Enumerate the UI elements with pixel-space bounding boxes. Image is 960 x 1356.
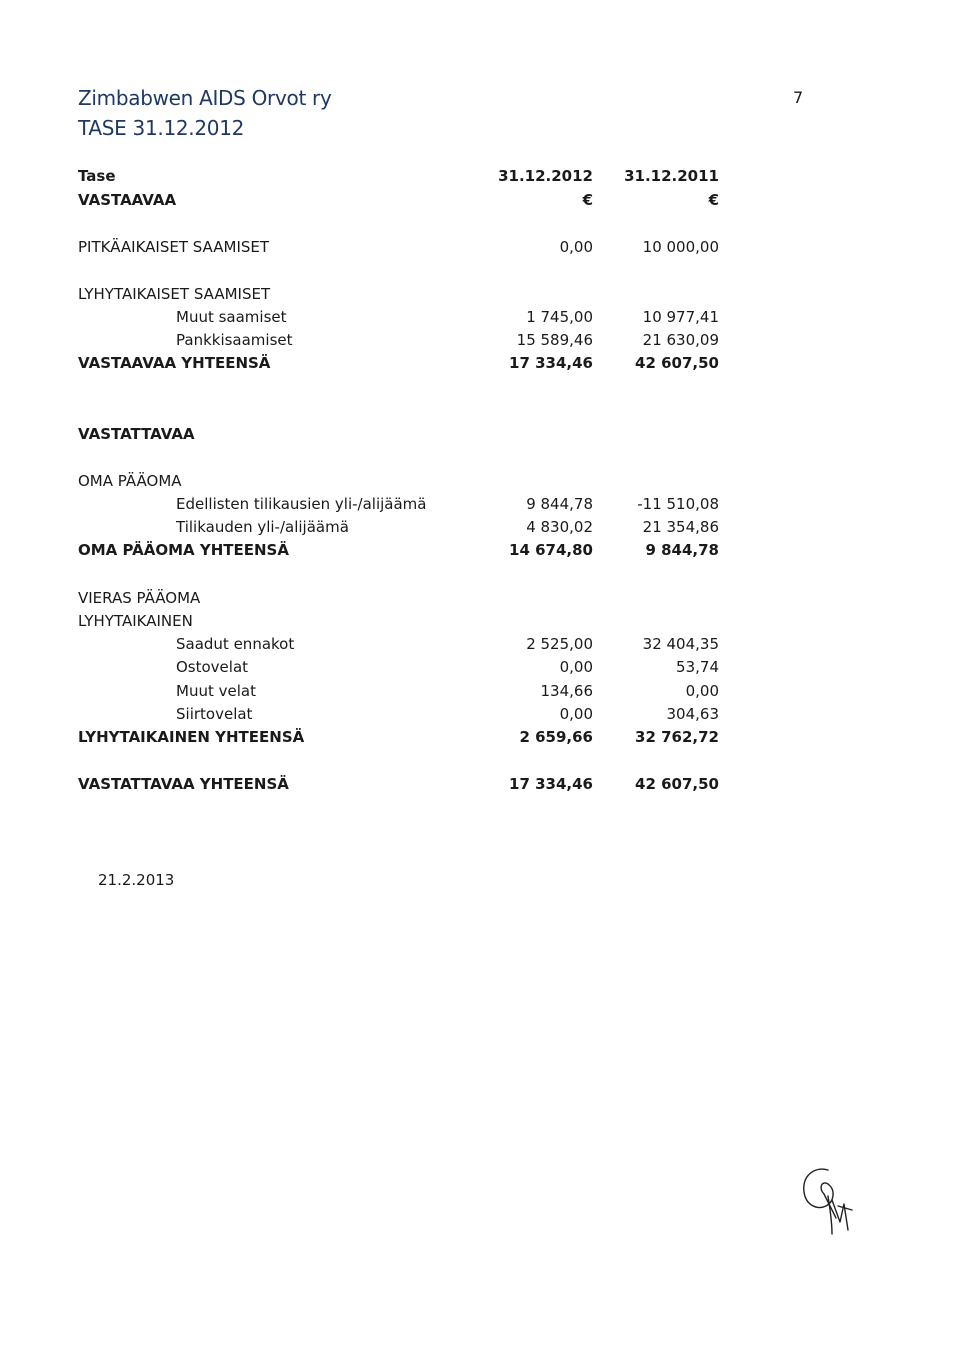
value-2012: 0,00 [559, 238, 593, 256]
advances-row [0, 635, 960, 657]
vastattavaa-heading-row [0, 425, 960, 447]
value-2012: 4 830,02 [526, 518, 593, 536]
column-2012-date: 31.12.2012 [498, 167, 593, 185]
row-label: Muut saamiset [176, 308, 287, 326]
value-2011: 21 354,86 [642, 518, 719, 536]
liabilities-total-row [0, 775, 960, 797]
long-term-receivables-row [0, 238, 960, 260]
value-2011: 32 762,72 [635, 728, 719, 746]
row-label: Muut velat [176, 682, 256, 700]
value-2011: 0,00 [685, 682, 719, 700]
row-label: VASTATTAVAA YHTEENSÄ [78, 775, 289, 793]
currency-row [0, 191, 960, 213]
value-2011: 10 000,00 [642, 238, 719, 256]
value-2011: 21 630,09 [642, 331, 719, 349]
equity-total-row [0, 541, 960, 563]
row-label: Tilikauden yli-/alijäämä [176, 518, 349, 536]
short-term-receivables-heading [0, 285, 960, 307]
vastattavaa-heading: VASTATTAVAA [78, 425, 195, 443]
row-label: Ostovelat [176, 658, 249, 676]
other-receivables-row [0, 308, 960, 330]
column-2011-date: 31.12.2011 [624, 167, 719, 185]
value-2012: 1 745,00 [526, 308, 593, 326]
value-2011: 32 404,35 [642, 635, 719, 653]
previous-result-row [0, 495, 960, 517]
currency-2011: € [708, 191, 719, 209]
value-2012: 0,00 [559, 658, 593, 676]
bank-receivables-row [0, 331, 960, 353]
short-term-heading-row [0, 612, 960, 634]
payables-row [0, 658, 960, 680]
document-title: TASE 31.12.2012 [78, 116, 245, 140]
signature-date: 21.2.2013 [98, 871, 175, 889]
period-result-row [0, 518, 960, 540]
value-2012: 17 334,46 [509, 775, 593, 793]
column-header-row [0, 167, 960, 189]
equity-heading-row [0, 472, 960, 494]
assets-total-row [0, 354, 960, 376]
organization-name: Zimbabwen AIDS Orvot ry [78, 86, 332, 110]
value-2012: 2 659,66 [519, 728, 593, 746]
value-2011: 53,74 [676, 658, 719, 676]
row-label: Saadut ennakot [176, 635, 295, 653]
liabilities-heading-row [0, 589, 960, 611]
value-2012: 2 525,00 [526, 635, 593, 653]
value-2012: 134,66 [540, 682, 593, 700]
row-label: Siirtovelat [176, 705, 253, 723]
other-liabilities-row [0, 682, 960, 704]
value-2012: 0,00 [559, 705, 593, 723]
row-label: OMA PÄÄOMA YHTEENSÄ [78, 541, 289, 559]
value-2012: 9 844,78 [526, 495, 593, 513]
row-label: LYHYTAIKAINEN [78, 612, 193, 630]
page-number: 7 [793, 88, 804, 107]
value-2012: 17 334,46 [509, 354, 593, 372]
value-2012: 15 589,46 [516, 331, 593, 349]
value-2011: 9 844,78 [645, 541, 719, 559]
row-label: Pankkisaamiset [176, 331, 293, 349]
value-2011: 42 607,50 [635, 775, 719, 793]
handwritten-signature [792, 1160, 862, 1240]
value-2011: 42 607,50 [635, 354, 719, 372]
value-2011: 10 977,41 [642, 308, 719, 326]
table-label: Tase [78, 167, 116, 185]
value-2012: 14 674,80 [509, 541, 593, 559]
row-label: Edellisten tilikausien yli-/alijäämä [176, 495, 427, 513]
value-2011: -11 510,08 [637, 495, 719, 513]
row-label: LYHYTAIKAISET SAAMISET [78, 285, 271, 303]
row-label: PITKÄAIKAISET SAAMISET [78, 238, 270, 256]
row-label: VIERAS PÄÄOMA [78, 589, 201, 607]
row-label: LYHYTAIKAINEN YHTEENSÄ [78, 728, 305, 746]
value-2011: 304,63 [666, 705, 719, 723]
row-label: VASTAAVAA YHTEENSÄ [78, 354, 271, 372]
short-term-total-row [0, 728, 960, 750]
vastaavaa-heading: VASTAAVAA [78, 191, 177, 209]
accruals-row [0, 705, 960, 727]
row-label: OMA PÄÄOMA [78, 472, 182, 490]
currency-2012: € [582, 191, 593, 209]
